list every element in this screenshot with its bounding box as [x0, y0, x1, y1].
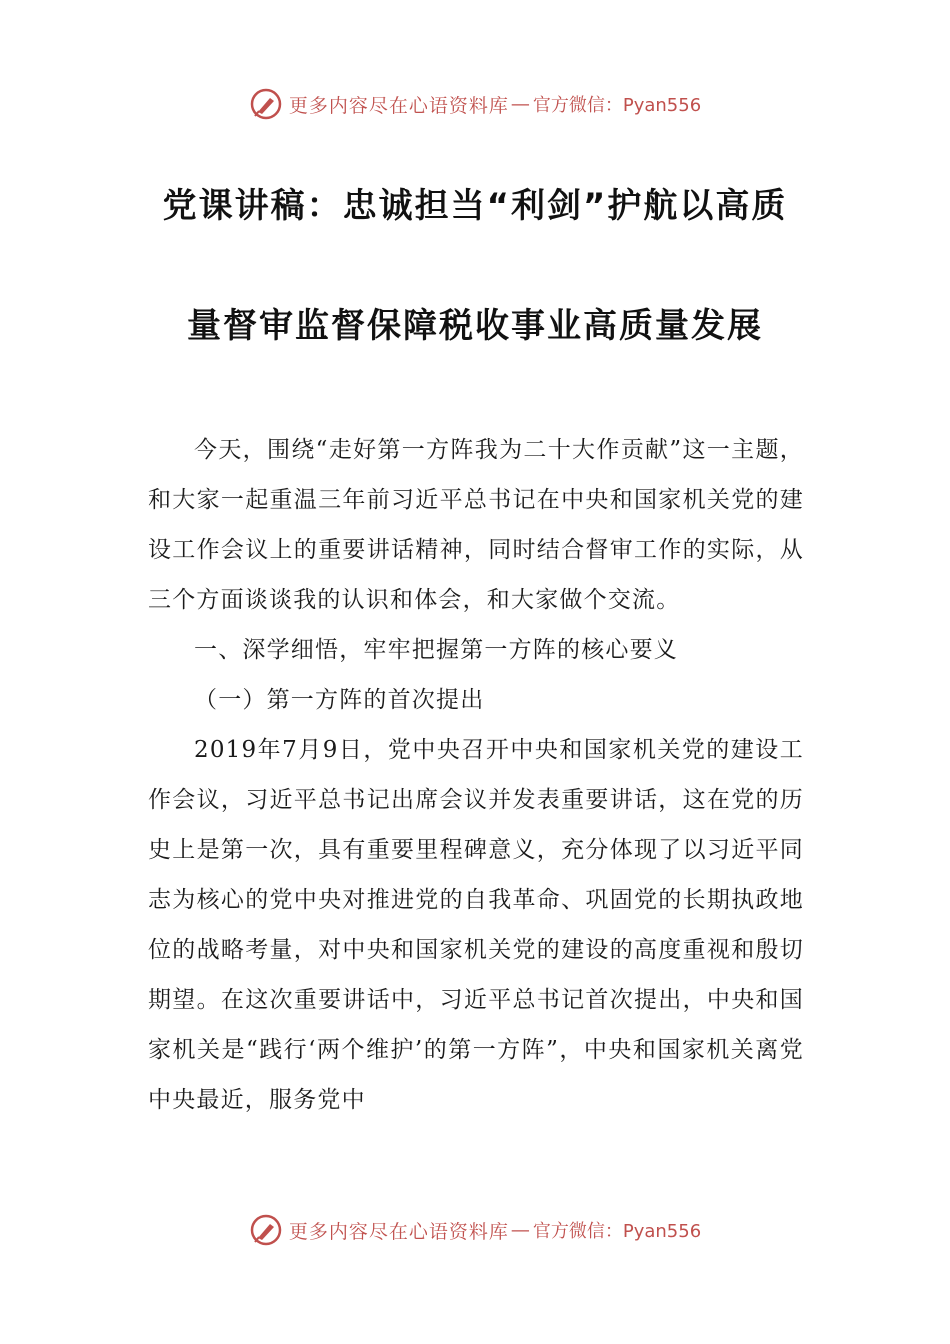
watermark-text: 更多内容尽在心语资料库 — [288, 1220, 509, 1243]
watermark-text: 更多内容尽在心语资料库 — [288, 94, 509, 117]
document-title-line-1: 党课讲稿：忠诚担当“利剑”护航以高质 — [162, 186, 788, 226]
pen-nib-logo-icon — [249, 87, 283, 121]
section-heading-1: 一、深学细悟，牢牢把握第一方阵的核心要义 — [194, 637, 678, 663]
watermark-wechat: 官方微信：Pyan556 — [532, 95, 702, 116]
paragraph-intro: 今天，围绕“走好第一方阵我为二十大作贡献”这一主题，和大家一起重温三年前习近平总书记在中央和国家机关党的建设工作会议上的重要讲话精神，同时结合督审工作的实际，从三个方面谈谈我的认识和体会，和大家做个交流。 — [148, 437, 804, 613]
pen-nib-logo-icon — [249, 1213, 283, 1247]
document-body — [148, 425, 804, 1125]
watermark-dash: — — [510, 1219, 531, 1241]
watermark-wechat: 官方微信：Pyan556 — [532, 1221, 702, 1242]
subsection-heading-1: （一）第一方阵的首次提出 — [194, 687, 485, 713]
document-title-line-2: 量督审监督保障税收事业高质量发展 — [187, 306, 763, 346]
paragraph-2019-meeting: 2019年7月9日，党中央召开中央和国家机关党的建设工作会议，习近平总书记出席会议并发表重要讲话，这在党的历史上是第一次，具有重要里程碑意义，充分体现了以习近平同志为核心的党中央对推进党的自我革命、巩固党的长期执政地位的战略考量，对中央和国家机关党的建设的高度重视和殷切期望。在这次重要讲话中，习近平总书记首次提出，中央和国家机关是“践行‘两个维护’的第一方阵”，中央和国家机关离党中央最近，服务党中 — [148, 737, 804, 1113]
header-watermark — [0, 84, 950, 124]
footer-watermark — [0, 1210, 950, 1250]
watermark-dash: — — [510, 93, 531, 115]
